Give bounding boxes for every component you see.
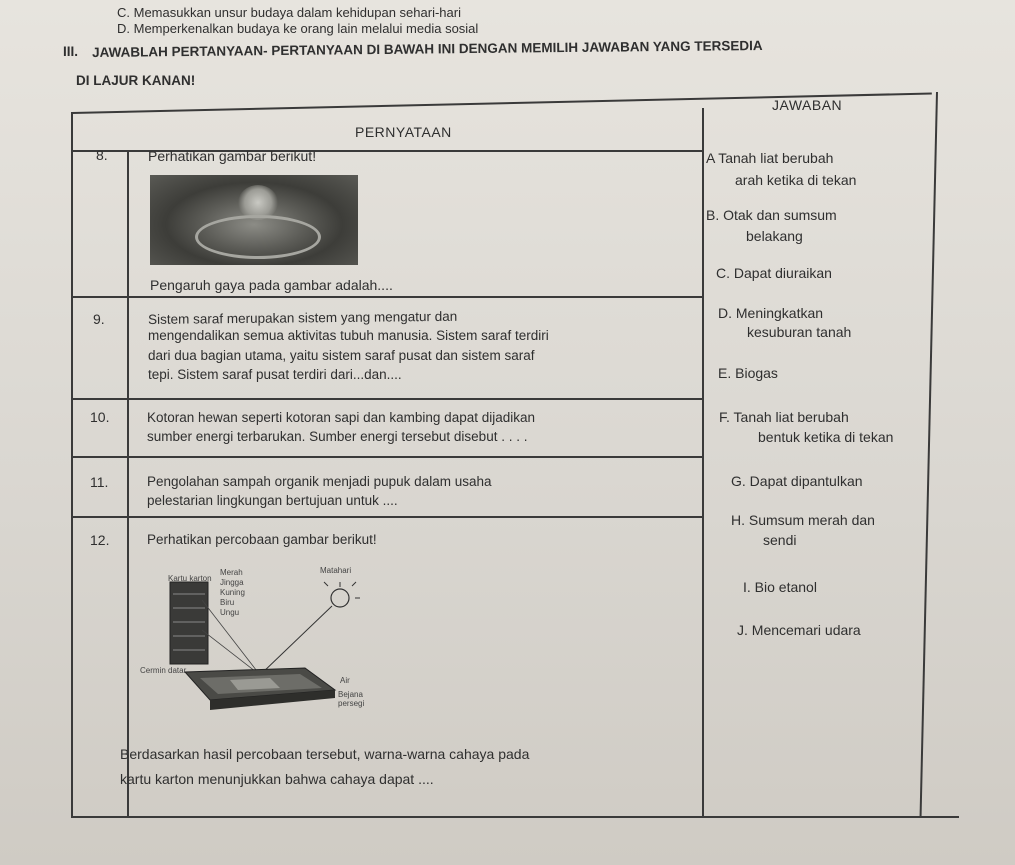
diagram-label-persegi: persegi [338,699,365,708]
answer-j: J. Mencemari udara [737,622,861,638]
answer-c: C. Dapat diuraikan [716,265,832,281]
diagram-label-bejana: Bejana [338,690,363,699]
answer-b-line2: belakang [746,228,803,244]
row-divider-11 [71,516,702,518]
question-9-line3: dari dua bagian utama, yaitu sistem saraf pusat dan sistem saraf [148,348,535,363]
diagram-drawing [140,560,370,725]
question-10-line1: Kotoran hewan seperti kotoran sapi dan kambing dapat dijadikan [147,410,536,425]
answer-e: E. Biogas [718,365,778,381]
diagram-label-kartu: Kartu karton [168,574,212,583]
question-12-line2: Berdasarkan hasil percobaan tersebut, warna-warna cahaya pada [120,746,530,762]
answer-f-line2: bentuk ketika di tekan [758,429,894,445]
question-12-number: 12. [90,532,110,548]
clay-pressing-photo [150,175,358,265]
row-divider-8 [71,296,702,298]
answer-i: I. Bio etanol [743,579,817,595]
diagram-label-matahari: Matahari [320,566,352,575]
diagram-label-cermin: Cermin datar [140,666,187,675]
header-pernyataan: PERNYATAAN [355,124,452,140]
question-8-number: 8. [96,147,108,163]
question-9-line4: tepi. Sistem saraf pusat terdiri dari...dan.... [148,367,402,382]
answer-a-line2: arah ketika di tekan [735,172,857,188]
answer-column-border [702,108,704,817]
section-number: III. [63,44,79,59]
diagram-label-biru: Biru [220,598,235,607]
answer-f-line1: F. Tanah liat berubah [719,409,849,425]
answer-h-line2: sendi [763,532,797,548]
light-experiment-diagram [140,560,370,725]
section-title-cont: DI LAJUR KANAN! [76,73,196,88]
answer-g: G. Dapat dipantulkan [731,473,863,489]
answer-h-line1: H. Sumsum merah dan [731,512,875,528]
answer-a-line1: A Tanah liat berubah [706,150,834,166]
number-column-border [127,150,129,817]
answer-d-line2: kesuburan tanah [747,324,852,340]
diagram-label-jingga: Jingga [220,578,244,587]
row-divider-10 [71,456,702,458]
question-10-line2: sumber energi terbarukan. Sumber energi tersebut disebut . . . . [147,429,528,444]
option-c: C. Memasukkan unsur budaya dalam kehidupan sehari-hari [117,5,461,20]
question-12-line3: kartu karton menunjukkan bahwa cahaya dapat .... [120,771,434,787]
photo-ring [195,215,321,259]
question-8-text: Perhatikan gambar berikut! [148,148,317,164]
question-10-number: 10. [90,409,110,425]
diagram-label-merah: Merah [220,568,243,577]
question-11-line2: pelestarian lingkungan bertujuan untuk .... [147,493,398,508]
option-d: D. Memperkenalkan budaya ke orang lain melalui media sosial [117,21,479,36]
header-jawaban: JAWABAN [772,97,843,113]
question-12-line1: Perhatikan percobaan gambar berikut! [147,532,377,547]
question-9-line1: Sistem saraf merupakan sistem yang mengatur dan [148,308,458,327]
diagram-label-air: Air [340,676,350,685]
table-left-border [71,112,73,817]
question-8-prompt: Pengaruh gaya pada gambar adalah.... [150,277,393,293]
diagram-label-ungu: Ungu [220,608,240,617]
answer-d-line1: D. Meningkatkan [718,305,824,321]
section-title: JAWABLAH PERTANYAAN- PERTANYAAN DI BAWAH INI DENGAN MEMILIH JAWABAN YANG TERSEDIA [92,37,763,60]
answer-b-line1: B. Otak dan sumsum [706,207,837,223]
row-divider-9 [71,398,702,400]
table-bottom-border [71,816,959,818]
question-11-number: 11. [90,474,109,490]
question-9-number: 9. [93,311,105,327]
question-9-line2: mengendalikan semua aktivitas tubuh manusia. Sistem saraf terdiri [148,328,549,343]
question-11-line1: Pengolahan sampah organik menjadi pupuk dalam usaha [147,474,492,489]
diagram-label-kuning: Kuning [220,588,245,597]
table-right-border [920,92,938,817]
